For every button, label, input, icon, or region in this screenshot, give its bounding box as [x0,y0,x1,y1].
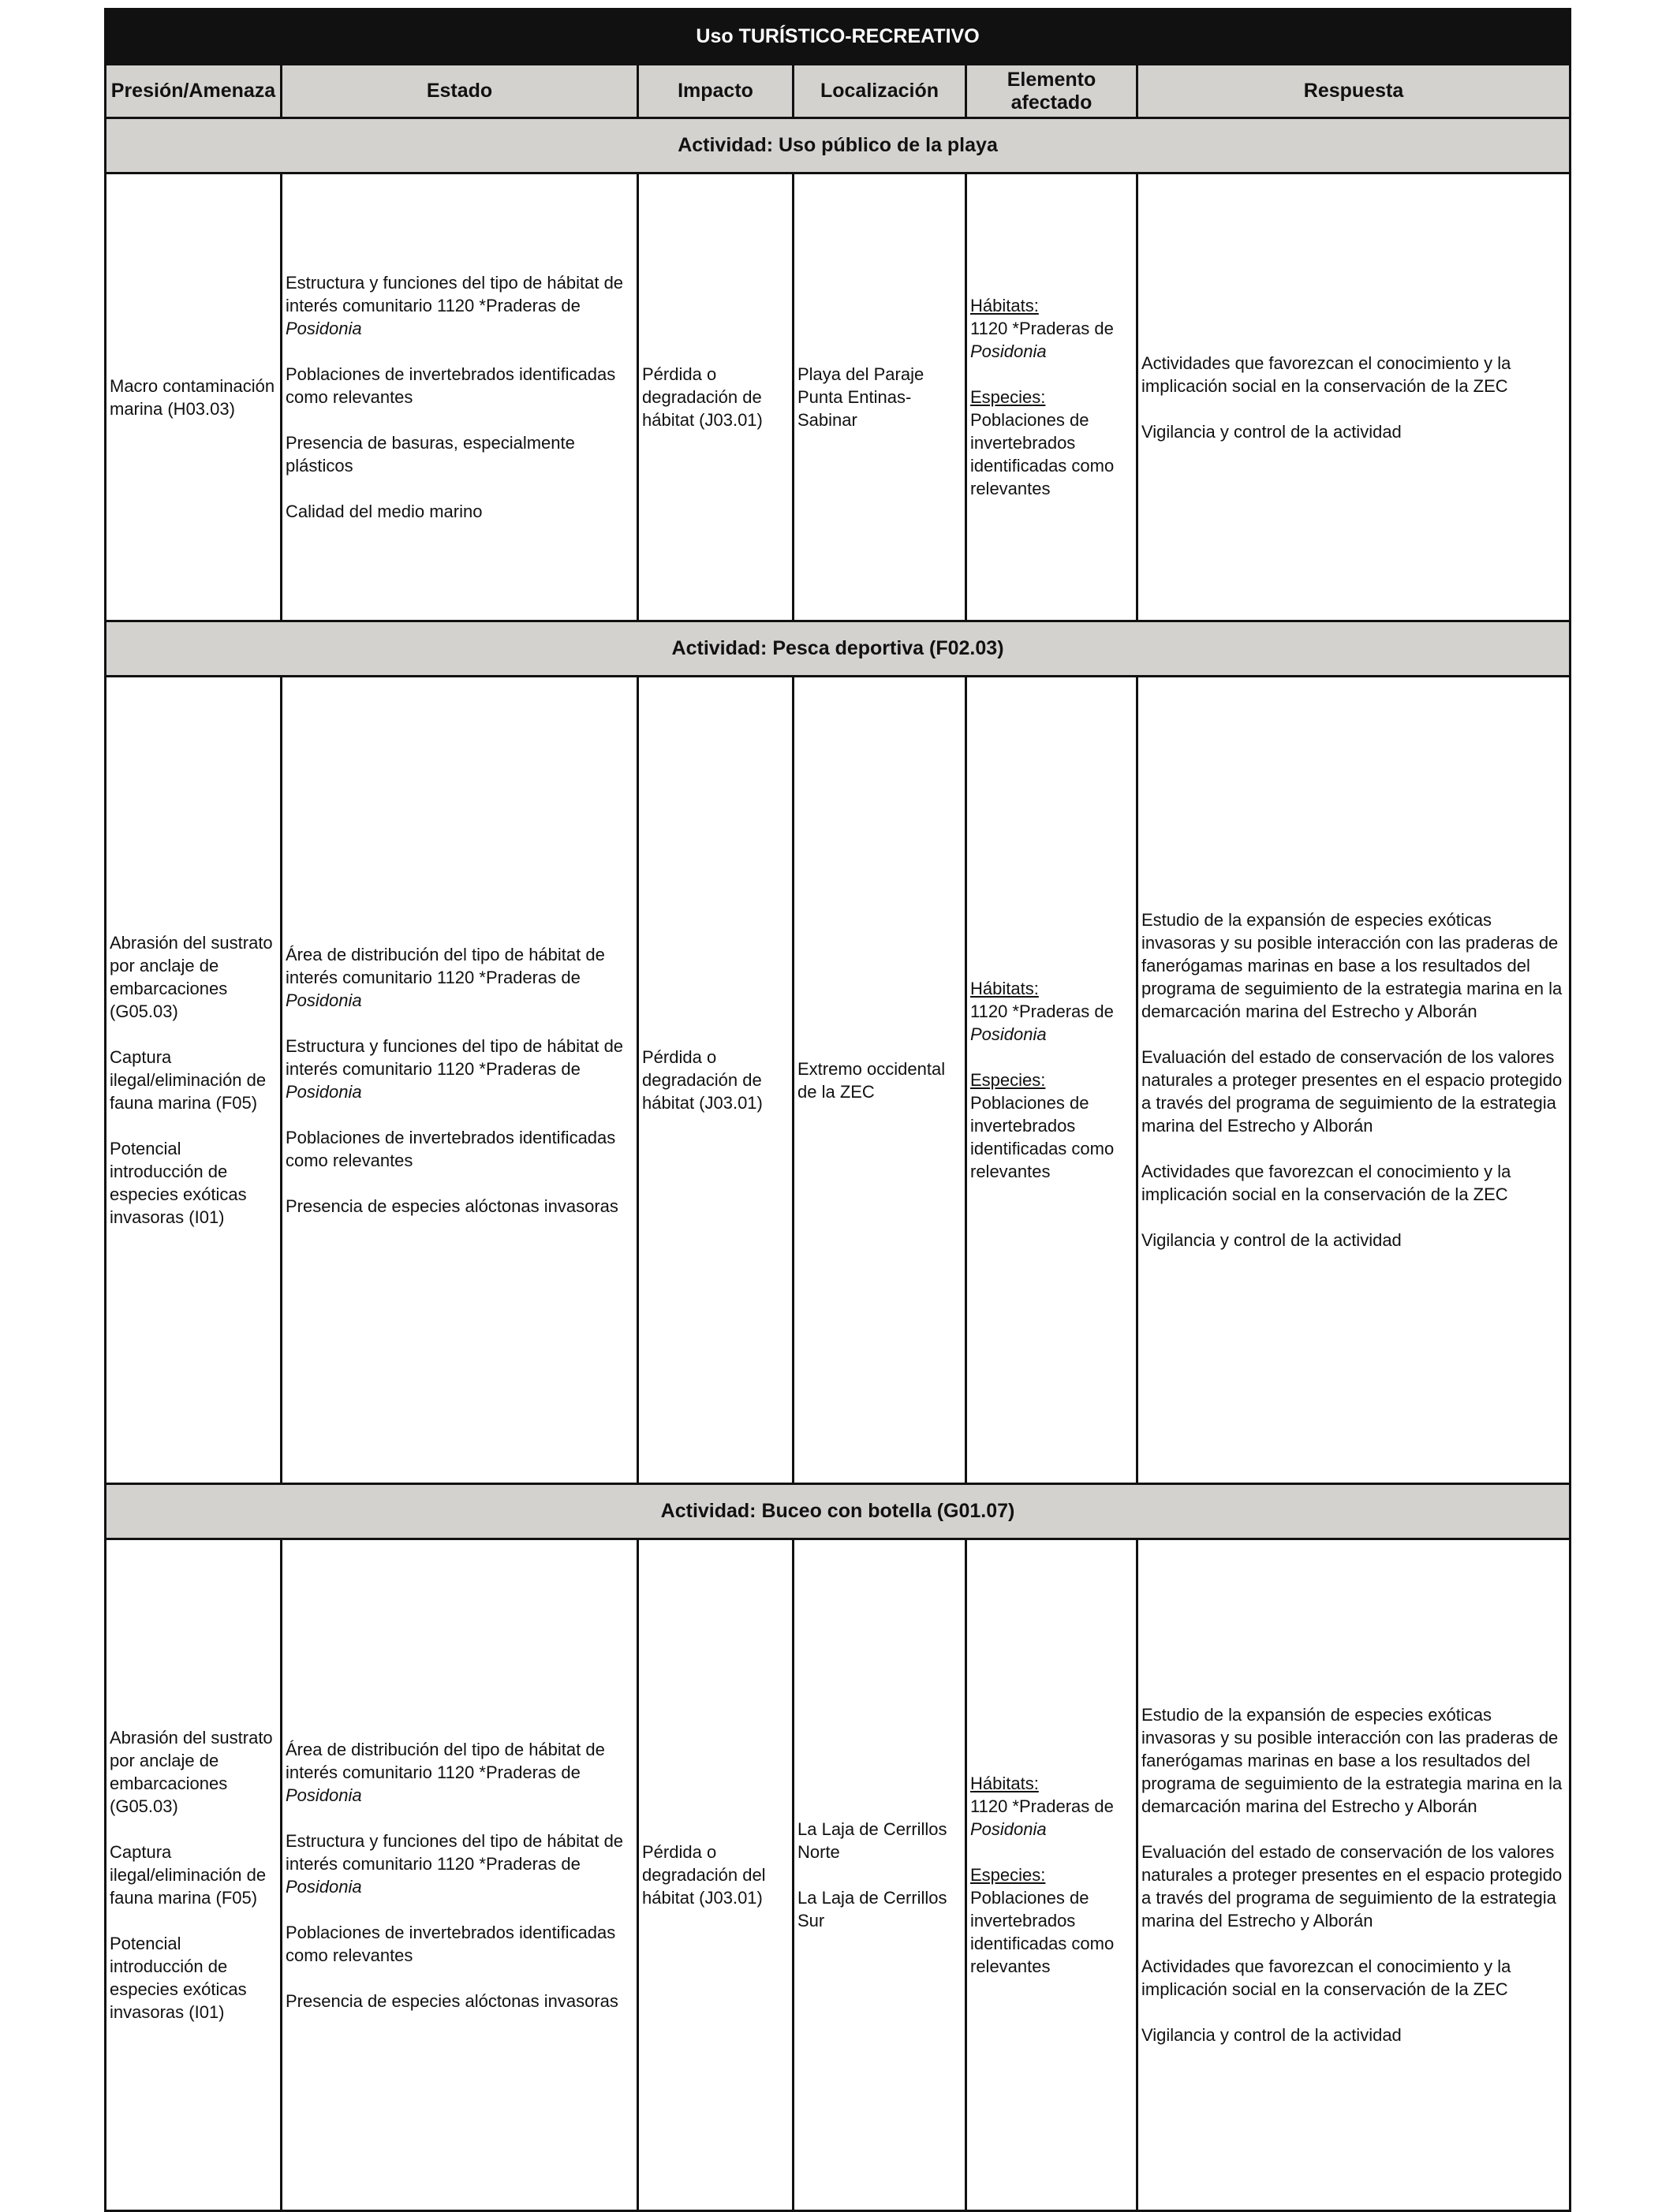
header-respuesta: Respuesta [1137,65,1571,118]
cell-presion [106,677,282,1484]
habitats-italic: Posidonia [970,1024,1047,1044]
activity-row [106,621,1571,677]
localizacion-item: Playa del Paraje Punta Entinas-Sabinar [797,364,924,430]
estado-item: Calidad del medio marino [286,502,483,521]
especies-block: Especies: Poblaciones de invertebrados identificadas como relevantes [970,1865,1115,1976]
habitats-italic: Posidonia [970,341,1047,361]
impacto-item: Pérdida o degradación de hábitat (J03.01) [642,364,763,430]
estado-item: Área de distribución del tipo de hábitat de interés comunitario 1120 *Praderas de Posidonia [286,944,605,1010]
cell-elemento [966,1539,1137,2211]
activity-row [106,118,1571,173]
respuesta-item: Vigilancia y control de la actividad [1141,421,1402,442]
italic-term: Posidonia [286,1785,362,1805]
cell-impacto [638,677,794,1484]
cell-localizacion [794,677,966,1484]
respuesta-item: Vigilancia y control de la actividad [1141,2025,1402,2045]
especies-block: Especies: Poblaciones de invertebrados identificadas como relevantes [970,387,1115,498]
cell-elemento [966,677,1137,1484]
respuesta-item: Evaluación del estado de conservación de los valores naturales a proteger presentes en el espacio protegido a través del programa de seguimiento de la estrategia marina del Estrecho y Alborán [1141,1047,1563,1136]
cell-localizacion [794,173,966,621]
presion-item: Macro contaminación marina (H03.03) [110,375,275,419]
presion-item: Captura ilegal/eliminación de fauna marina (F05) [110,1842,267,1908]
header-localizacion: Localización [794,65,966,118]
habitats-label: Hábitats: [970,979,1039,998]
estado-item: Estructura y funciones del tipo de hábitat de interés comunitario 1120 *Praderas de Posidonia [286,1830,624,1897]
localizacion-item: La Laja de Cerrillos Sur [797,1888,947,1930]
especies-label: Especies: [970,1865,1046,1885]
header-row [106,65,1571,118]
respuesta-item: Vigilancia y control de la actividad [1141,1230,1402,1250]
estado-item: Área de distribución del tipo de hábitat de interés comunitario 1120 *Praderas de Posidonia [286,1739,605,1805]
italic-term: Posidonia [286,319,362,338]
italic-term: Posidonia [286,1081,362,1102]
cell-localizacion [794,1539,966,2211]
estado-item: Poblaciones de invertebrados identificadas como relevantes [286,364,616,407]
respuesta-item: Actividades que favorezcan el conocimiento y la implicación social en la conservación de la ZEC [1141,1956,1511,1999]
table-row [106,173,1571,621]
presion-item: Captura ilegal/eliminación de fauna marina (F05) [110,1047,267,1113]
cell-impacto [638,1539,794,2211]
header-elemento: Elemento afectado [966,65,1137,118]
presion-item: Potencial introducción de especies exóticas invasoras (I01) [110,1934,247,2022]
header-presion: Presión/Amenaza [106,65,282,118]
cell-elemento [966,173,1137,621]
activity-row [106,1484,1571,1539]
table-title: Uso TURÍSTICO-RECREATIVO [106,9,1571,65]
activity-title: Actividad: Buceo con botella (G01.07) [106,1484,1571,1539]
cell-impacto [638,173,794,621]
activity-title: Actividad: Pesca deportiva (F02.03) [106,621,1571,677]
especies-label: Especies: [970,1070,1046,1090]
cell-presion [106,173,282,621]
especies-label: Especies: [970,387,1046,407]
cell-presion [106,1539,282,2211]
header-estado: Estado [282,65,638,118]
impacto-item: Pérdida o degradación de hábitat (J03.01) [642,1047,763,1113]
estado-item: Poblaciones de invertebrados identificadas como relevantes [286,1127,616,1170]
threats-table [104,8,1571,2212]
habitats-block: Hábitats: 1120 *Praderas de Posidonia [970,1774,1114,1839]
table-row [106,677,1571,1484]
italic-term: Posidonia [286,1876,362,1897]
header-impacto: Impacto [638,65,794,118]
respuesta-item: Estudio de la expansión de especies exóticas invasoras y su posible interacción con las praderas de fanerógamas marinas en base a los resultados del programa de seguimiento de la estrategia marina en la demarcación marina del Estrecho y Alborán [1141,910,1563,1021]
cell-respuesta [1137,1539,1571,2211]
presion-item: Abrasión del sustrato por anclaje de embarcaciones (G05.03) [110,933,273,1021]
habitats-label: Hábitats: [970,296,1039,315]
respuesta-item: Estudio de la expansión de especies exóticas invasoras y su posible interacción con las praderas de fanerógamas marinas en base a los resultados del programa de seguimiento de la estrategia marina en la demarcación marina del Estrecho y Alborán [1141,1705,1563,1816]
table-row [106,1539,1571,2211]
cell-estado [282,1539,638,2211]
localizacion-item: La Laja de Cerrillos Norte [797,1819,947,1862]
estado-item: Estructura y funciones del tipo de hábitat de interés comunitario 1120 *Praderas de Posidonia [286,1035,624,1102]
respuesta-item: Evaluación del estado de conservación de los valores naturales a proteger presentes en el espacio protegido a través del programa de seguimiento de la estrategia marina del Estrecho y Alborán [1141,1842,1563,1930]
respuesta-item: Actividades que favorezcan el conocimiento y la implicación social en la conservación de la ZEC [1141,353,1511,396]
estado-item: Presencia de especies alóctonas invasoras [286,1196,618,1216]
especies-block: Especies: Poblaciones de invertebrados identificadas como relevantes [970,1070,1115,1181]
cell-estado [282,173,638,621]
habitats-block: Hábitats: 1120 *Praderas de Posidonia [970,296,1114,361]
localizacion-item: Extremo occidental de la ZEC [797,1058,946,1102]
estado-item: Presencia de especies alóctonas invasoras [286,1990,618,2011]
habitats-italic: Posidonia [970,1819,1047,1839]
respuesta-item: Actividades que favorezcan el conocimiento y la implicación social en la conservación de la ZEC [1141,1162,1511,1204]
habitats-label: Hábitats: [970,1774,1039,1793]
table-title-row [106,9,1571,65]
italic-term: Posidonia [286,990,362,1010]
impacto-item: Pérdida o degradación del hábitat (J03.01) [642,1842,766,1908]
estado-item: Poblaciones de invertebrados identificadas como relevantes [286,1922,616,1965]
estado-item: Presencia de basuras, especialmente plásticos [286,433,575,476]
activity-title: Actividad: Uso público de la playa [106,118,1571,173]
cell-respuesta [1137,173,1571,621]
cell-respuesta [1137,677,1571,1484]
cell-estado [282,677,638,1484]
habitats-block: Hábitats: 1120 *Praderas de Posidonia [970,979,1114,1044]
presion-item: Potencial introducción de especies exóticas invasoras (I01) [110,1139,247,1227]
estado-item: Estructura y funciones del tipo de hábitat de interés comunitario 1120 *Praderas de Posidonia [286,273,624,338]
presion-item: Abrasión del sustrato por anclaje de embarcaciones (G05.03) [110,1728,273,1816]
